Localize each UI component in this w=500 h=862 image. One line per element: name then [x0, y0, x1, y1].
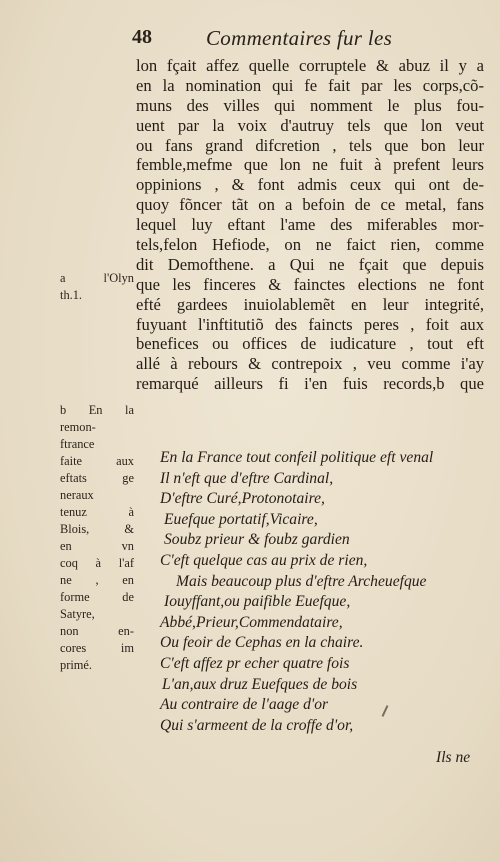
- verse-line: Abbé,Prieur,Commendataire,: [160, 613, 343, 631]
- margin-note-line: ne , en: [60, 573, 134, 587]
- verse-line: Euefque portatif,Vicaire,: [164, 510, 318, 528]
- margin-note-line: neraux: [60, 488, 94, 502]
- page-header: [118, 26, 418, 52]
- text-line: tels,felon Hefiode, on ne faict rien, comme: [136, 235, 484, 255]
- catchword: Ils ne: [436, 749, 471, 766]
- margin-note-line: primé.: [60, 658, 92, 672]
- margin-note-a: [60, 270, 134, 304]
- verse-line: Soubz prieur & foubz gardien: [164, 531, 350, 549]
- text-line: benefices ou offices de iudicature , tout eft: [136, 334, 484, 354]
- margin-note-line: eftats ge: [60, 471, 134, 485]
- verse-line: Il n'eft que d'eftre Cardinal,: [160, 469, 334, 487]
- text-line: uent par la voix d'autruy tels que lon veut: [136, 115, 484, 135]
- text-line: allé à rebours & contrepoix , veu comme i'ay: [136, 354, 484, 374]
- margin-note-line: remon-: [60, 420, 96, 434]
- text-line: remarqué ailleurs fi i'en fuis records,b que: [136, 374, 484, 394]
- margin-note-line: th.1.: [60, 288, 83, 302]
- text-line: ou fans grand difcretion , tels que bon leur: [136, 135, 484, 155]
- text-line: oppinions , & font admis ceux qui ont de-: [136, 175, 484, 195]
- text-line: fuyuant l'inftitutiõ des faincts peres , foit aux: [136, 314, 484, 334]
- verse-line: Iouyffant,ou paifible Euefque,: [164, 593, 351, 611]
- margin-note-line: cores im: [60, 641, 134, 655]
- margin-note-line: faite aux: [60, 454, 134, 468]
- text-line: que les finceres & fainctes elections ne font: [136, 274, 484, 294]
- text-line: dit Demofthene. a Qui ne fçait que depuis: [136, 254, 484, 274]
- margin-note-line: a l'Olyn: [60, 271, 134, 285]
- verse-line: Ou feoir de Cephas en la chaire.: [160, 634, 364, 652]
- margin-note-line: ftrance: [60, 437, 95, 451]
- margin-note-line: non en-: [60, 624, 134, 638]
- verse-line: Qui s'armeent de la croffe d'or,: [160, 716, 354, 734]
- margin-note-line: b En la: [60, 403, 134, 417]
- text-line: efté gardees inuiolablemẽt en leur integrité,: [136, 294, 484, 314]
- margin-note-line: forme de: [60, 590, 134, 604]
- verse-line: Au contraire de l'aage d'or: [160, 696, 329, 714]
- text-line: muns des villes qui nomment le plus fou-: [136, 95, 484, 115]
- verse-block: [160, 448, 490, 736]
- text-line: lequel luy eftant l'ame des miferables mor-: [136, 215, 484, 235]
- text-line: lon fçait affez quelle corruptele & abuz il y a: [136, 56, 484, 75]
- margin-note-line: coq à l'af: [60, 556, 134, 570]
- verse-line: C'eft affez pr echer quatre fois: [160, 654, 350, 672]
- text-line: femble,mefme que lon ne fuit à prefent leurs: [136, 155, 484, 175]
- running-title: Commentaires fur les: [206, 26, 393, 50]
- verse-line: Mais beaucoup plus d'eftre Archeuefque: [176, 572, 427, 590]
- margin-note-line: Satyre,: [60, 607, 95, 621]
- verse-line: C'eft quelque cas au prix de rien,: [160, 551, 368, 569]
- margin-note-b: [60, 402, 134, 674]
- margin-note-line: Blois, &: [60, 522, 134, 536]
- verse-line: L'an,aux druz Euefques de bois: [162, 675, 358, 693]
- verse-line: D'eftre Curé,Protonotaire,: [160, 490, 325, 508]
- margin-note-line: tenuz à: [60, 505, 134, 519]
- text-line: quoy fõncer tãt on a befoin de ce metal, fans: [136, 195, 484, 215]
- verse-line: En la France tout confeil politique eft venal: [160, 449, 434, 466]
- text-line: en la nomination qui fe fait par les corps,cõ-: [136, 75, 484, 95]
- margin-note-line: en vn: [60, 539, 134, 553]
- main-text-block: [136, 56, 484, 394]
- page-number: 48: [132, 26, 152, 48]
